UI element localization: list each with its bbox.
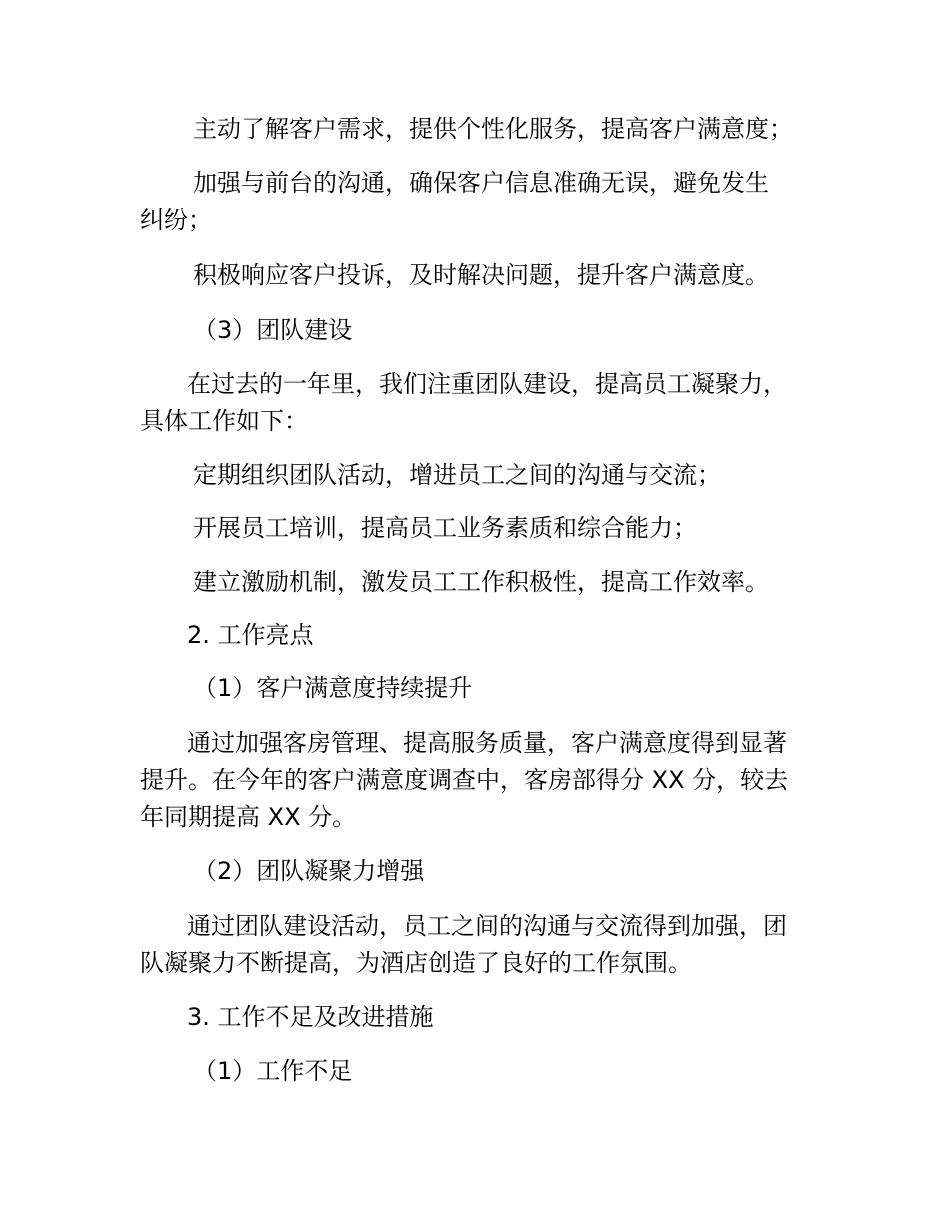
section-heading: 2. 工作亮点 (187, 621, 314, 649)
subsection-heading: （1）客户满意度持续提升 (193, 674, 473, 702)
text-line: 年同期提高 XX 分。 (140, 803, 357, 831)
text-line: 纠纷； (140, 206, 212, 234)
text-line: 通过团队建设活动，员工之间的沟通与交流得到加强，团 (187, 912, 787, 940)
text-line: 开展员工培训，提高员工业务素质和综合能力； (193, 514, 697, 542)
text-line: 建立激励机制，激发员工工作积极性，提高工作效率。 (193, 568, 769, 596)
text-line: 在过去的一年里，我们注重团队建设，提高员工凝聚力， (187, 370, 787, 398)
section-heading: 3. 工作不足及改进措施 (187, 1003, 434, 1031)
text-line: 具体工作如下： (140, 407, 308, 435)
text-line: 积极响应客户投诉，及时解决问题，提升客户满意度。 (193, 261, 769, 289)
subsection-heading: （1）工作不足 (193, 1057, 353, 1085)
subsection-heading: （2）团队凝聚力增强 (193, 857, 425, 885)
text-line: 通过加强客房管理、提高服务质量，客户满意度得到显著 (187, 729, 787, 757)
text-line: 队凝聚力不断提高，为酒店创造了良好的工作氛围。 (140, 949, 692, 977)
text-line: 加强与前台的沟通，确保客户信息准确无误，避免发生 (193, 169, 769, 197)
subsection-heading: （3）团队建设 (193, 316, 353, 344)
text-line: 主动了解客户需求，提供个性化服务，提高客户满意度； (193, 115, 793, 143)
text-line: 提升。在今年的客户满意度调查中，客房部得分 XX 分，较去 (140, 766, 789, 794)
text-line: 定期组织团队活动，增进员工之间的沟通与交流； (193, 461, 721, 489)
